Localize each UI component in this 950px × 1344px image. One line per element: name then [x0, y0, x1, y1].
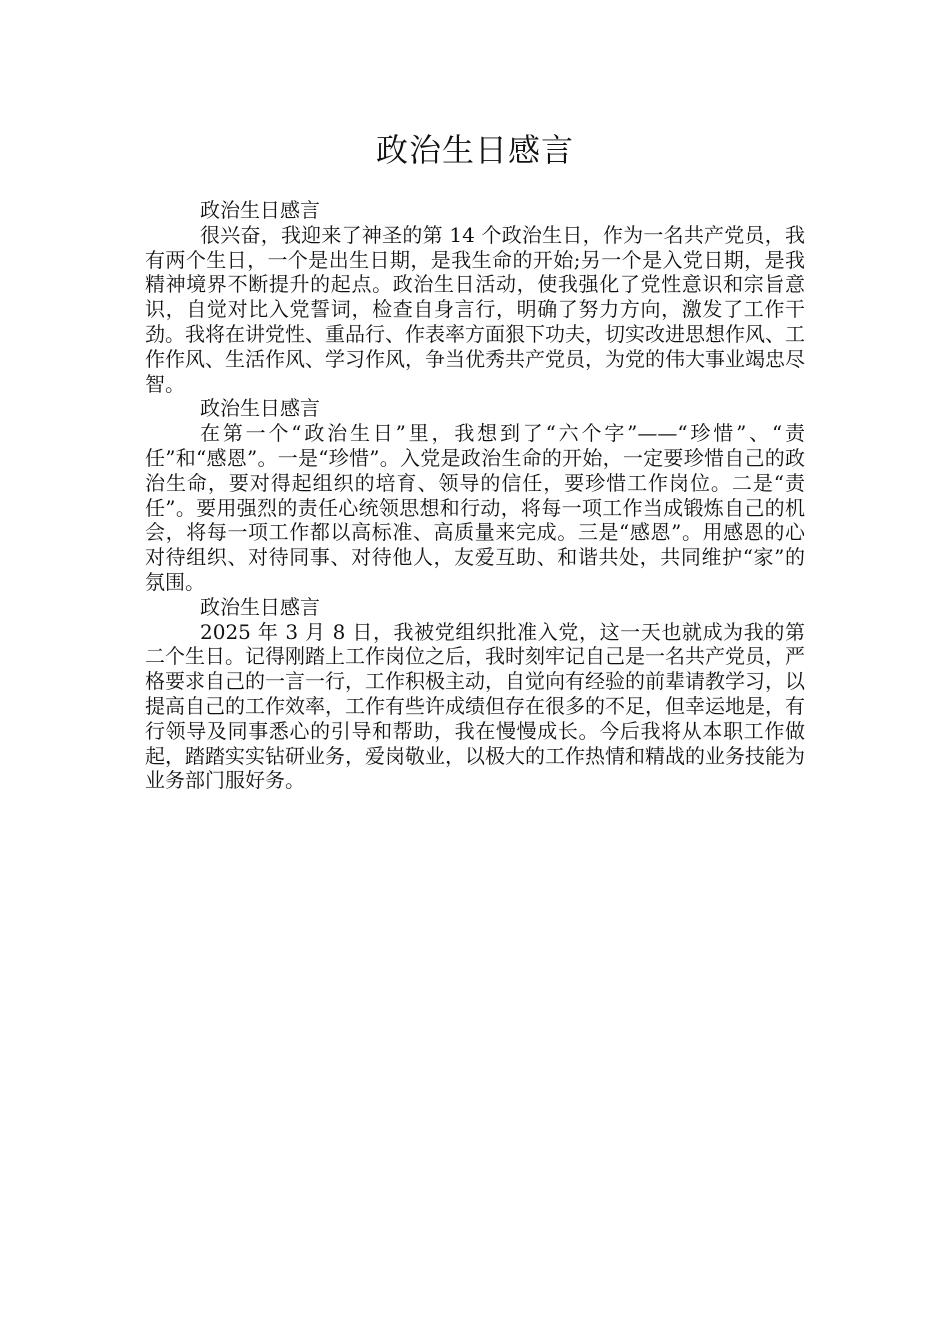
section-heading: 政治生日感言 — [200, 594, 320, 619]
page-title: 政治生日感言 — [375, 131, 574, 169]
section-heading: 政治生日感言 — [200, 396, 320, 421]
section-heading: 政治生日感言 — [200, 198, 320, 222]
section-paragraph: 2025 年 3 月 8 日，我被党组织批准入党，这一天也就成为我的第二个生日。记得刚踏上工作岗位之后，我时刻牢记自己是一名共产党员，严格要求自己的一言一行，工作积极主动，自觉向有经验的前辈请教学习，以提高自己的工作效率，工作有些许成绩但存在很多的不足，但幸运地是，有行领导及同事悉心的引导和帮助，我在慢慢成长。今后我将从本职工作做起，踏踏实实钻研业务，爱岗敬业，以极大的工作热情和精战的业务技能为业务部门服好务。 — [145, 619, 805, 793]
section-2 — [145, 396, 805, 594]
section-paragraph: 在第一个“政治生日”里，我想到了“六个字”——“珍惜”、“责任”和“感恩”。一是“珍惜”。入党是政治生命的开始，一定要珍惜自己的政治生命，要对得起组织的培育、领导的信任，要珍惜工作岗位。二是“责任”。要用强烈的责任心统领思想和行动，将每一项工作当成锻炼自己的机会，将每一项工作都以高标准、高质量来完成。三是“感恩”。用感恩的心对待组织、对待同事、对待他人，友爱互助、和谐共处，共同维护“家”的氛围。 — [145, 421, 805, 594]
document-body — [145, 198, 805, 793]
section-paragraph: 很兴奋，我迎来了神圣的第 14 个政治生日，作为一名共产党员，我有两个生日，一个是出生日期，是我生命的开始;另一个是入党日期，是我精神境界不断提升的起点。政治生日活动，使我强化了党性意识和宗旨意识，自觉对比入党誓词，检查自身言行，明确了努力方向，激发了工作干劲。我将在讲党性、重品行、作表率方面狠下功夫，切实改进思想作风、工作作风、生活作风、学习作风，争当优秀共产党员，为党的伟大事业竭忠尽智。 — [145, 222, 805, 396]
section-1 — [145, 198, 805, 396]
section-3 — [145, 595, 805, 793]
